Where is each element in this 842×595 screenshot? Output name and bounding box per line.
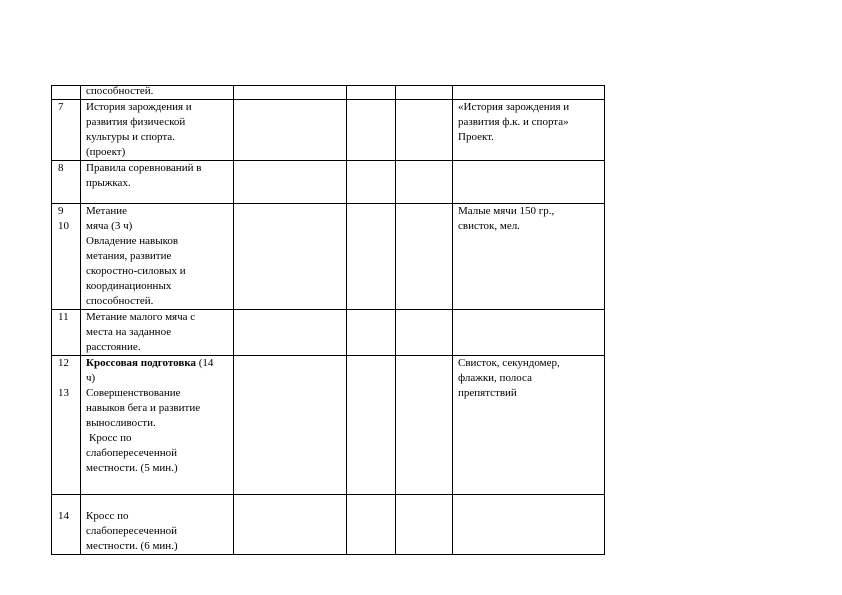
empty-cell bbox=[234, 161, 347, 204]
topic-cell: Кросс по слабопересеченной местности. (6 мин.) bbox=[81, 495, 234, 555]
topic-cell: Метание малого мяча с места на заданное расстояние. bbox=[81, 310, 234, 356]
empty-cell bbox=[347, 100, 396, 161]
table-row bbox=[52, 495, 605, 555]
empty-cell bbox=[396, 86, 453, 100]
lesson-number-cell: 8 bbox=[52, 161, 81, 204]
empty-cell bbox=[234, 495, 347, 555]
lesson-number-cell bbox=[52, 86, 81, 100]
lesson-plan-table bbox=[51, 85, 605, 555]
lesson-number-cell: 14 bbox=[52, 495, 81, 555]
lesson-number-cell: 11 bbox=[52, 310, 81, 356]
topic-heading: Кроссовая подготовка (14 bbox=[86, 357, 214, 369]
empty-cell bbox=[347, 204, 396, 310]
equipment-cell bbox=[453, 495, 605, 555]
empty-cell bbox=[234, 356, 347, 495]
equipment-cell bbox=[453, 161, 605, 204]
empty-cell bbox=[234, 86, 347, 100]
empty-cell bbox=[396, 310, 453, 356]
lesson-number-cell: 9 10 bbox=[52, 204, 81, 310]
empty-cell bbox=[396, 161, 453, 204]
empty-cell bbox=[234, 100, 347, 161]
equipment-cell: «История зарождения и развития ф.к. и спорта» Проект. bbox=[453, 100, 605, 161]
empty-cell bbox=[396, 100, 453, 161]
lesson-number-cell: 7 bbox=[52, 100, 81, 161]
topic-cell: История зарождения и развития физической культуры и спорта. (проект) bbox=[81, 100, 234, 161]
empty-cell bbox=[234, 310, 347, 356]
spacer bbox=[58, 371, 80, 386]
table-row bbox=[52, 356, 605, 495]
empty-cell bbox=[347, 495, 396, 555]
empty-cell bbox=[396, 495, 453, 555]
empty-cell bbox=[347, 161, 396, 204]
table-row bbox=[52, 204, 605, 310]
equipment-cell bbox=[453, 86, 605, 100]
table-row bbox=[52, 310, 605, 356]
equipment-cell: Свисток, секундомер, флажки, полоса препятствий bbox=[453, 356, 605, 495]
table-row bbox=[52, 86, 605, 100]
topic-cell: Кроссовая подготовка (14 ч) Совершенствование навыков бега и развитие выносливости. Кросс по слабопересеченной местности. (5 мин.) bbox=[81, 356, 234, 495]
empty-cell bbox=[347, 86, 396, 100]
lesson-number-cell: 12 13 bbox=[52, 356, 81, 495]
equipment-cell: Малые мячи 150 гр., свисток, мел. bbox=[453, 204, 605, 310]
table-row bbox=[52, 100, 605, 161]
empty-cell bbox=[347, 356, 396, 495]
empty-cell bbox=[347, 310, 396, 356]
topic-cell: Метание мяча (3 ч) Овладение навыков метания, развитие скоростно-силовых и координационных способностей. bbox=[81, 204, 234, 310]
equipment-cell bbox=[453, 310, 605, 356]
topic-cell: способностей. bbox=[81, 86, 234, 100]
table-row bbox=[52, 161, 605, 204]
topic-cell: Правила соревнований в прыжках. bbox=[81, 161, 234, 204]
empty-cell bbox=[234, 204, 347, 310]
empty-cell bbox=[396, 356, 453, 495]
empty-cell bbox=[396, 204, 453, 310]
